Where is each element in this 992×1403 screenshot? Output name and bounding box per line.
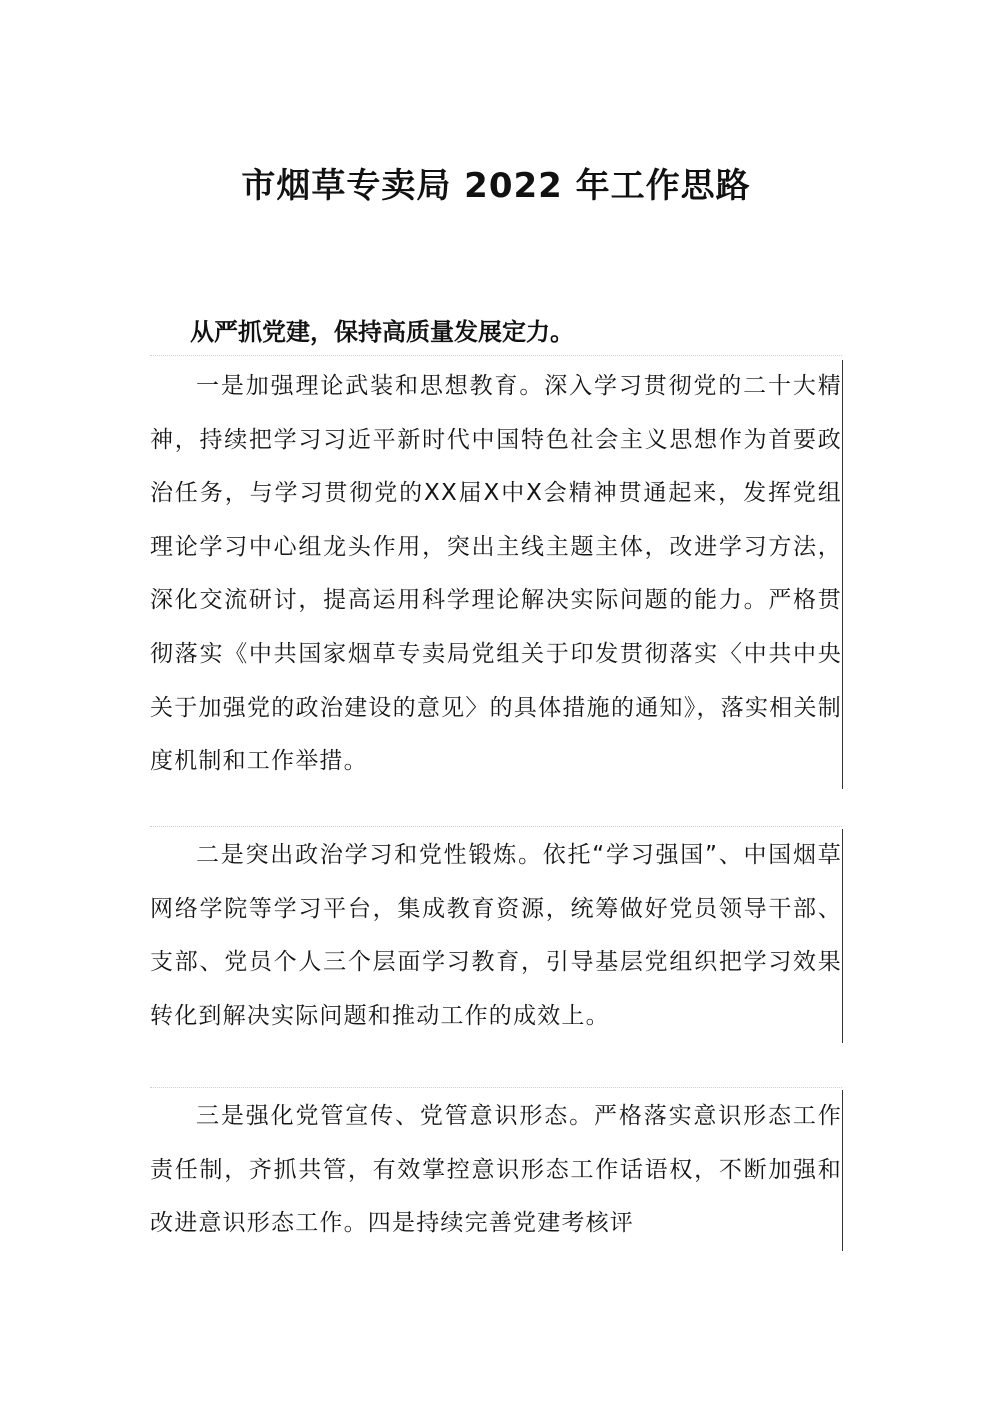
paragraph-theory-study: 一是加强理论武装和思想教育。深入学习贯彻党的二十大精神，持续把学习习近平新时代中国特色社会主义思想作为首要政治任务，与学习贯彻党的XX届X中X会精神贯通起来，发挥党组理论学习中心组龙头作用，突出主线主题主体，改进学习方法，深化交流研讨，提高运用科学理论解决实际问题的能力。严格贯彻落实《中共国家烟草专卖局党组关于印发贯彻落实〈中共中央关于加强党的政治建设的意见〉的具体措施的通知》，落实相关制度机制和工作举措。 (150, 360, 843, 789)
paragraph-divider (150, 355, 842, 356)
paragraph-divider (150, 826, 842, 827)
paragraph-ideology: 三是强化党管宣传、党管意识形态。严格落实意识形态工作责任制，齐抓共管，有效掌控意识形态工作话语权，不断加强和改进意识形态工作。四是持续完善党建考核评 (150, 1090, 843, 1251)
section-heading: 从严抓党建，保持高质量发展定力。 (190, 318, 574, 346)
document-title: 市烟草专卖局 2022 年工作思路 (241, 166, 751, 206)
paragraph-political-study: 二是突出政治学习和党性锻炼。依托“学习强国”、中国烟草网络学院等学习平台，集成教育资源，统筹做好党员领导干部、支部、党员个人三个层面学习教育，引导基层党组织把学习效果转化到解决实际问题和推动工作的成效上。 (150, 829, 843, 1043)
paragraph-divider (150, 1087, 842, 1088)
